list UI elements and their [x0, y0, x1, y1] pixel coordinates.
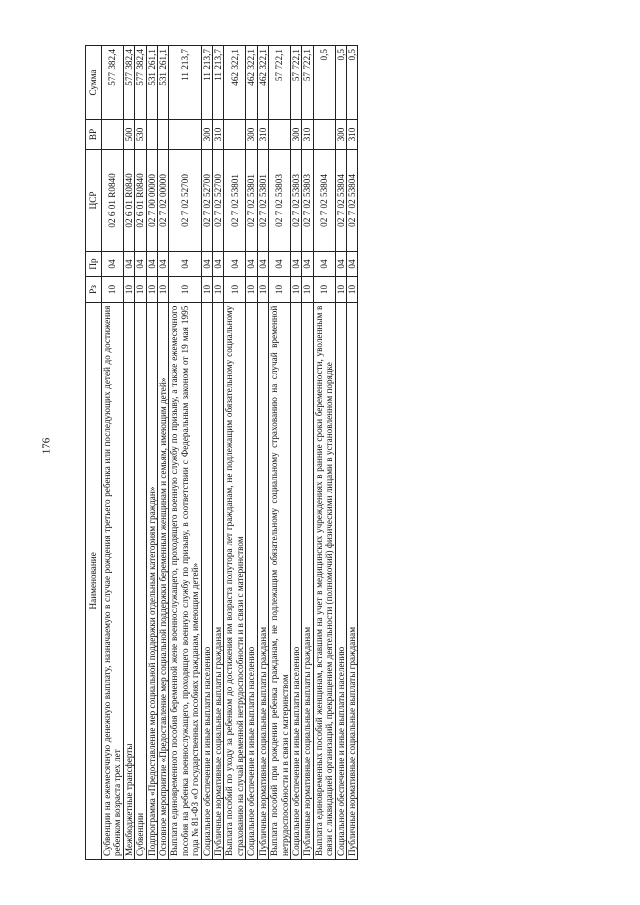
budget-table — [85, 45, 358, 860]
row-vr: 310 — [346, 120, 357, 150]
row-rz: 10 — [158, 277, 169, 302]
row-sum: 531 261,1 — [158, 46, 169, 120]
row-sum: 462 322,1 — [257, 46, 268, 120]
row-vr: 530 — [135, 120, 146, 150]
table-row — [213, 46, 224, 860]
row-name: Подпрограмма «Предоставление мер социальной поддержки отдельным категориям граждан» — [146, 302, 157, 859]
table-header-row — [86, 46, 102, 860]
row-sum: 462 322,1 — [246, 46, 257, 120]
row-vr — [146, 120, 157, 150]
header-pr: Пр — [86, 251, 102, 276]
row-csr: 02 7 02 52700 — [213, 150, 224, 252]
row-vr: 300 — [290, 120, 301, 150]
table-row — [302, 46, 313, 860]
row-pr: 04 — [146, 251, 157, 276]
row-sum: 577 382,4 — [102, 46, 124, 120]
row-rz: 10 — [269, 277, 291, 302]
table-row — [123, 46, 134, 860]
table-row — [335, 46, 346, 860]
row-csr: 02 6 01 R0840 — [135, 150, 146, 252]
row-csr: 02 7 02 53801 — [246, 150, 257, 252]
row-name: Социальное обеспечение и иные выплаты населению — [335, 302, 346, 859]
row-name: Выплата пособий при рождении ребенка гражданам, не подлежащим обязательному социальному страхованию на случай временной нетрудоспособности и в связи с материнством — [269, 302, 291, 859]
table-row — [257, 46, 268, 860]
row-sum: 577 382,4 — [135, 46, 146, 120]
row-vr — [169, 120, 201, 150]
row-name: Выплата пособий по уходу за ребенком до достижения им возраста полутора лет гражданам, не подлежащим обязательному социальному страхованию на случай временной нетрудоспособности и в связи с материнством — [224, 302, 246, 859]
row-csr: 02 7 02 53801 — [257, 150, 268, 252]
row-sum: 11 213,7 — [169, 46, 201, 120]
row-pr: 04 — [123, 251, 134, 276]
row-csr: 02 7 02 53801 — [224, 150, 246, 252]
row-vr: 310 — [302, 120, 313, 150]
table-row — [102, 46, 124, 860]
table-row — [269, 46, 291, 860]
row-name: Социальное обеспечение и иные выплаты населению — [290, 302, 301, 859]
row-csr: 02 7 02 53803 — [290, 150, 301, 252]
row-pr: 04 — [102, 251, 124, 276]
row-vr — [313, 120, 335, 150]
row-pr: 04 — [213, 251, 224, 276]
row-name: Публичные нормативные социальные выплаты гражданам — [213, 302, 224, 859]
row-pr: 04 — [246, 251, 257, 276]
row-rz: 10 — [246, 277, 257, 302]
row-sum: 11 213,7 — [213, 46, 224, 120]
row-csr: 02 7 02 53804 — [346, 150, 357, 252]
row-csr: 02 7 02 53804 — [313, 150, 335, 252]
row-name: Социальное обеспечение и иные выплаты населению — [246, 302, 257, 859]
row-name: Социальное обеспечение и иные выплаты населению — [201, 302, 212, 859]
row-rz: 10 — [201, 277, 212, 302]
row-sum: 57 722,1 — [269, 46, 291, 120]
row-pr: 04 — [257, 251, 268, 276]
row-rz: 10 — [213, 277, 224, 302]
table-body — [102, 46, 358, 860]
row-pr: 04 — [302, 251, 313, 276]
row-name: Субвенции на ежемесячную денежную выплату, назначаемую в случае рождения третьего ребенка или последующих детей до достижения ребенком возраста трех лет — [102, 302, 124, 859]
table-row — [158, 46, 169, 860]
row-csr: 02 7 02 52700 — [169, 150, 201, 252]
row-name: Публичные нормативные социальные выплаты гражданам — [346, 302, 357, 859]
row-sum: 57 722,1 — [302, 46, 313, 120]
row-pr: 04 — [290, 251, 301, 276]
row-rz: 10 — [135, 277, 146, 302]
header-name: Наименование — [86, 302, 102, 859]
row-rz: 10 — [346, 277, 357, 302]
table-row — [169, 46, 201, 860]
row-vr — [102, 120, 124, 150]
row-csr: 02 7 02 52700 — [201, 150, 212, 252]
row-name: Основное мероприятие «Предоставление мер социальной поддержки беременным женщинам и семьям, имеющим детей» — [158, 302, 169, 859]
row-sum: 11 213,7 — [201, 46, 212, 120]
row-name: Выплата единовременных пособий женщинам, вставшим на учет в медицинских учреждениях в ранние сроки беременности, уволенным в связи с ликвидацией организаций, прекращением деятельности (полномочий) физическими лицами в установленном порядке — [313, 302, 335, 859]
row-csr: 02 7 00 00000 — [146, 150, 157, 252]
row-sum: 0,5 — [335, 46, 346, 120]
row-pr: 04 — [335, 251, 346, 276]
row-name: Межбюджетные трансферты — [123, 302, 134, 859]
row-sum: 0,5 — [313, 46, 335, 120]
row-csr: 02 6 01 R0840 — [102, 150, 124, 252]
page-number: 176 — [40, 437, 53, 455]
row-rz: 10 — [302, 277, 313, 302]
row-rz: 10 — [335, 277, 346, 302]
row-pr: 04 — [224, 251, 246, 276]
row-vr — [224, 120, 246, 150]
row-vr: 310 — [257, 120, 268, 150]
row-sum: 57 722,1 — [290, 46, 301, 120]
row-csr: 02 6 01 R0840 — [123, 150, 134, 252]
row-vr — [269, 120, 291, 150]
row-rz: 10 — [290, 277, 301, 302]
row-csr: 02 7 02 53803 — [302, 150, 313, 252]
rotated-table-container — [85, 45, 620, 860]
row-sum: 531 261,1 — [146, 46, 157, 120]
row-rz: 10 — [146, 277, 157, 302]
row-rz: 10 — [224, 277, 246, 302]
row-rz: 10 — [169, 277, 201, 302]
row-csr: 02 7 02 53804 — [335, 150, 346, 252]
row-rz: 10 — [257, 277, 268, 302]
row-pr: 04 — [269, 251, 291, 276]
row-sum: 577 382,4 — [123, 46, 134, 120]
row-pr: 04 — [158, 251, 169, 276]
row-vr: 300 — [246, 120, 257, 150]
row-vr: 300 — [335, 120, 346, 150]
row-vr: 300 — [201, 120, 212, 150]
row-rz: 10 — [123, 277, 134, 302]
row-vr: 310 — [213, 120, 224, 150]
row-rz: 10 — [313, 277, 335, 302]
table-row — [201, 46, 212, 860]
row-pr: 04 — [346, 251, 357, 276]
row-pr: 04 — [201, 251, 212, 276]
table-row — [290, 46, 301, 860]
row-name: Субвенции — [135, 302, 146, 859]
table-row — [224, 46, 246, 860]
table-row — [346, 46, 357, 860]
row-rz: 10 — [102, 277, 124, 302]
row-name: Публичные нормативные социальные выплаты гражданам — [257, 302, 268, 859]
header-rz: Рз — [86, 277, 102, 302]
row-pr: 04 — [169, 251, 201, 276]
table-row — [135, 46, 146, 860]
header-sum: Сумма — [86, 46, 102, 120]
table-row — [246, 46, 257, 860]
row-csr: 02 7 02 53803 — [269, 150, 291, 252]
table-row — [313, 46, 335, 860]
table-row — [146, 46, 157, 860]
row-vr: 500 — [123, 120, 134, 150]
row-pr: 04 — [135, 251, 146, 276]
header-csr: ЦСР — [86, 150, 102, 252]
header-vr: ВР — [86, 120, 102, 150]
row-name: Выплата единовременного пособия беременной жене военнослужащего, проходящего военную службу по призыву, а также ежемесячного пособия на ребенка военнослужащего, проходящего военную службу по призыву, в соответствии с Федеральным законом от 19 мая 1995 года № 81-ФЗ «О государственных пособиях гражданам, имеющим детей» — [169, 302, 201, 859]
row-sum: 462 322,1 — [224, 46, 246, 120]
row-vr — [158, 120, 169, 150]
row-name: Публичные нормативные социальные выплаты гражданам — [302, 302, 313, 859]
row-pr: 04 — [313, 251, 335, 276]
row-sum: 0,5 — [346, 46, 357, 120]
row-csr: 02 7 02 00000 — [158, 150, 169, 252]
